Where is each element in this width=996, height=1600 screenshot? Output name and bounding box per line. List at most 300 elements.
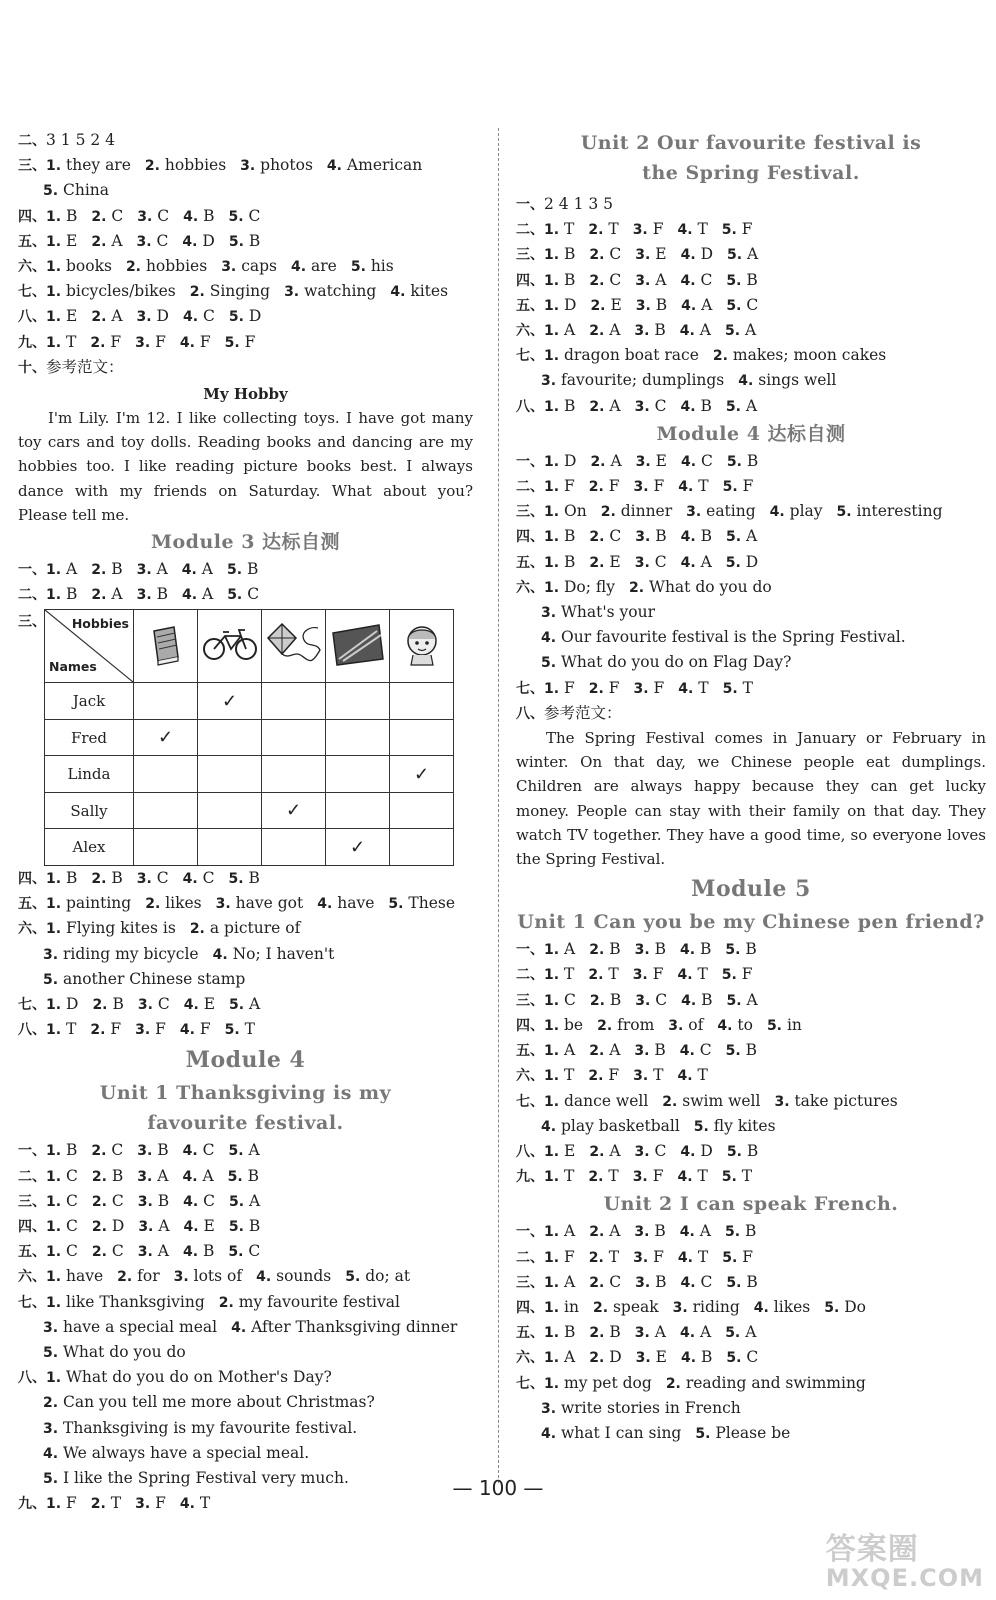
checkmark-icon: ✓ (221, 690, 238, 712)
question-number: 六、 (516, 1068, 544, 1085)
answer-item: F (652, 965, 664, 984)
question-number: 五、 (516, 1043, 544, 1060)
answer-item: in (564, 1297, 579, 1316)
answer-item: T (697, 220, 708, 239)
answer-line: 七、1. my pet dog 2. reading and swimming (516, 1373, 866, 1392)
answer-item: C (699, 1041, 712, 1060)
answer-line: 一、1. A 2. B 3. B 4. B 5. B (516, 940, 757, 959)
answer-item: A (745, 321, 757, 340)
answer-line: 八、1. B 2. A 3. C 4. B 5. A (516, 396, 758, 415)
answer-item: lots of (193, 1267, 243, 1286)
answer-item: C (746, 1348, 759, 1367)
answer-line: 五、1. painting 2. likes 3. have got 4. have 5. These (18, 894, 455, 913)
answer-item: A (655, 270, 667, 289)
table-row (45, 792, 454, 829)
answer-line: 五、1. D 2. E 3. B 4. A 5. C (516, 295, 759, 314)
answer-item: A (700, 552, 712, 571)
question-number: 四、 (18, 870, 46, 887)
answer-item: T (697, 1066, 708, 1085)
question-number: 一、 (516, 197, 544, 213)
answer-item: C (248, 206, 261, 225)
question-number: 七、 (18, 1294, 46, 1311)
answer-item: B (746, 1141, 759, 1160)
answer-item: F (155, 1020, 166, 1039)
answer-item: A (699, 1222, 711, 1241)
answer-item: A (564, 1041, 576, 1060)
answer-line: 5. What do you do (43, 1343, 186, 1361)
answer-item: E (564, 1141, 576, 1160)
answer-item: C (111, 1191, 124, 1210)
empty-cell (198, 719, 262, 756)
answer-item: T (564, 1167, 575, 1186)
answer-item: A (745, 396, 758, 415)
answer-line: 二、1. B 2. A 3. B 4. A 5. C (18, 585, 260, 604)
answer-item: C (111, 1242, 124, 1261)
answer-line: 六、1. T 2. F 3. T 4. T (516, 1066, 708, 1085)
answer-item: C (609, 270, 622, 289)
question-number: 五、 (516, 297, 544, 314)
essay-paragraph: The Spring Festival comes in January or February in winter. On that day, we Chinese people eat dumplings. Children are always happy because they can get lucky money. People can stay with their family on that day. They watch TV together. They have a good time, so everyone loves the Spring Festival. (516, 729, 986, 869)
answer-line: 三、1. A 2. C 3. B 4. C 5. B (516, 1272, 758, 1291)
answer-item: swim well (682, 1091, 761, 1110)
answer-line: 一、1. A 2. A 3. B 4. A 5. B (516, 1222, 757, 1241)
answer-line: 四、1. be 2. from 3. of 4. to 5. in (516, 1015, 802, 1034)
answer-line (516, 701, 986, 726)
table-row (45, 829, 454, 866)
answer-line: 八、1. What do you do on Mother's Day? (18, 1368, 332, 1387)
answer-item: B (564, 552, 576, 571)
answer-line: 三、1. C 2. C 3. B 4. C 5. A (18, 1191, 261, 1210)
answer-item: E (655, 1348, 667, 1367)
answer-item: B (202, 1242, 215, 1261)
answer-item: C (248, 1242, 261, 1261)
answer-line: 2. Can you tell me more about Christmas? (43, 1393, 375, 1412)
answer-line: 二、1. F 2. T 3. F 4. T 5. F (516, 1247, 753, 1266)
answer-item: take pictures (794, 1091, 898, 1110)
answer-item: T (741, 1167, 753, 1186)
answer-item: B (654, 940, 666, 959)
answer-item: B (654, 1041, 666, 1060)
answer-item: F (564, 1247, 575, 1266)
answer-item: T (698, 477, 709, 496)
answer-line: 七、1. dragon boat race 2. makes; moon cakes (516, 346, 887, 365)
answer-item: After Thanksgiving dinner (251, 1317, 458, 1336)
answer-item: B (157, 1141, 169, 1160)
watermark-logo (826, 1524, 984, 1592)
answer-item: Please be (715, 1423, 791, 1442)
answer-item: A (701, 295, 713, 314)
question-number: 三、 (516, 504, 544, 521)
question-number: 八、 (516, 398, 544, 415)
answer-item: F (653, 678, 665, 697)
answer-line: 四、1. B 2. C 3. B 4. B 5. A (516, 527, 758, 546)
book-icon (134, 610, 198, 683)
table-row (45, 756, 454, 793)
answer-item: C (156, 868, 169, 887)
names-header: Names (49, 659, 97, 675)
answer-item: riding (692, 1297, 740, 1316)
answer-item: A (564, 1348, 576, 1367)
answer-item: C (66, 1242, 78, 1261)
answer-item: E (203, 994, 216, 1013)
question-number: 二、 (18, 133, 46, 149)
answer-item: for (137, 1267, 160, 1286)
answer-item: F (653, 477, 665, 496)
answer-item: B (609, 1323, 621, 1342)
answer-item: B (700, 1348, 713, 1367)
answer-item: a picture of (209, 919, 301, 938)
answer-item: E (203, 1216, 215, 1235)
answer-item: A (248, 1141, 260, 1160)
empty-cell (390, 792, 454, 829)
question-number: 四、 (18, 1218, 46, 1235)
answer-item: What's your (561, 603, 656, 622)
answer-item: C (654, 552, 667, 571)
answer-item: C (609, 245, 622, 264)
answer-item: books (66, 257, 112, 276)
question-number: 二、 (516, 479, 544, 496)
answer-item: F (110, 332, 122, 351)
answer-item: B (654, 321, 666, 340)
answer-item: B (156, 585, 168, 604)
answer-item: A (249, 994, 261, 1013)
answer-item: T (697, 965, 708, 984)
question-number: 七、 (516, 348, 544, 365)
answer-item: A (609, 1222, 621, 1241)
answer-item: F (199, 332, 211, 351)
answer-item: A (111, 231, 123, 250)
empty-cell (134, 756, 198, 793)
answer-line: 4. what I can sing 5. Please be (541, 1423, 791, 1442)
answer-line: 二、1. C 2. B 3. A 4. A 5. B (18, 1166, 260, 1185)
answer-item: A (699, 321, 711, 340)
answer-item: C (66, 1166, 78, 1185)
section-heading: Module 3 达标自测 (150, 531, 341, 554)
answer-item: B (655, 527, 667, 546)
unit-heading-cont: favourite festival. (147, 1112, 344, 1135)
answer-item: A (249, 1191, 261, 1210)
section-heading: Module 4 达标自测 (656, 422, 846, 445)
answer-item: my favourite festival (238, 1292, 400, 1311)
essay-title: My Hobby (203, 385, 288, 404)
answer-line: 二、1. T 2. T 3. F 4. T 5. F (516, 965, 753, 984)
question-number: 三、 (516, 1274, 544, 1291)
answer-item: What do you do (63, 1343, 186, 1361)
empty-cell (326, 792, 390, 829)
essay-paragraph: I'm Lily. I'm 12. I like collecting toys. I have got many toy cars and toy dolls. Reading books and dancing are my hobbies too. I like reading picture books best. I always dance with my friends on Saturday. What about you? Please tell me. (18, 409, 473, 524)
answer-item: B (746, 270, 758, 289)
question-number: 三、 (18, 614, 46, 631)
checkmark-icon: ✓ (285, 800, 302, 822)
checkmark-icon: ✓ (413, 763, 430, 785)
answer-line: 5. another Chinese stamp (43, 969, 246, 988)
answer-item: C (66, 1216, 78, 1235)
answer-item: of (688, 1015, 704, 1034)
answer-item: B (654, 1222, 666, 1241)
answer-item: another Chinese stamp (63, 969, 246, 988)
answer-item: dinner (620, 502, 673, 521)
answer-item: C (156, 231, 169, 250)
answer-item: D (202, 231, 215, 250)
answer-line: 一、1. B 2. C 3. B 4. C 5. A (18, 1141, 260, 1160)
answer-item: B (248, 231, 261, 250)
answer-item: B (700, 527, 713, 546)
question-number: 一、 (516, 942, 544, 959)
answer-line: 六、1. A 2. A 3. B 4. A 5. A (516, 321, 757, 340)
answer-item: F (741, 220, 753, 239)
answer-item: D (745, 552, 759, 571)
answer-line: 六、1. have 2. for 3. lots of 4. sounds 5. do; at (18, 1267, 411, 1286)
answer-line: 六、1. books 2. hobbies 3. caps 4. are 5. his (18, 257, 394, 276)
question-number: 五、 (18, 896, 46, 913)
answer-item: A (654, 1323, 666, 1342)
answer-item: Thanksgiving is my favourite festival. (63, 1418, 358, 1437)
check-cell (134, 719, 198, 756)
answer-item: B (655, 295, 668, 314)
question-number: 六、 (516, 323, 544, 340)
answer-item: A (66, 560, 78, 579)
question-number: 十、 (18, 359, 46, 376)
hobby-table (44, 609, 454, 866)
answer-item: C (203, 1191, 216, 1210)
answer-item: F (653, 1247, 664, 1266)
question-number: 五、 (18, 1244, 46, 1261)
answer-item: Do (844, 1297, 866, 1316)
question-number: 七、 (18, 996, 46, 1013)
answer-item: D (248, 307, 262, 326)
answer-item: C (746, 295, 759, 314)
answer-item: they are (66, 156, 131, 175)
answer-item: A (156, 560, 168, 579)
answer-item: A (111, 585, 123, 604)
answer-line: 3. favourite; dumplings 4. sings well (541, 371, 837, 390)
column-divider (498, 128, 499, 1483)
answer-item: F (608, 678, 620, 697)
name-cell: Sally (45, 792, 134, 829)
answer-item: A (746, 527, 758, 546)
answer-item: B (66, 1141, 78, 1160)
empty-cell (262, 683, 326, 720)
question-number: 二、 (516, 1249, 544, 1266)
answer-item: T (199, 1494, 211, 1513)
answer-item: E (66, 307, 78, 326)
answer-item: have (337, 894, 375, 913)
answer-item: C (157, 994, 170, 1013)
question-number: 四、 (516, 1017, 544, 1034)
answer-line: 一、1. D 2. A 3. E 4. C 5. B (516, 451, 759, 470)
answer-item: B (66, 206, 78, 225)
answer-item: kites (410, 282, 449, 301)
answer-item: American (346, 156, 423, 175)
answer-line: 3. write stories in French (541, 1398, 741, 1417)
right-column (516, 128, 986, 1446)
answer-item: T (653, 1066, 664, 1085)
answer-item: F (564, 477, 575, 496)
answer-item: T (608, 220, 619, 239)
answer-line: 4. play basketball 5. fly kites (541, 1116, 776, 1135)
question-number: 三、 (516, 247, 544, 264)
answer-line: 3. Thanksgiving is my favourite festival. (43, 1418, 358, 1437)
answer-item: F (244, 332, 256, 351)
question-number: 五、 (18, 233, 46, 250)
answer-item: What do you do on Flag Day? (561, 653, 792, 672)
question-number: 七、 (18, 284, 46, 301)
answer-line: 七、1. bicycles/bikes 2. Singing 3. watching 4. kites (18, 282, 449, 301)
answer-item: dragon boat race (564, 346, 699, 365)
answer-item: C (655, 990, 668, 1009)
answer-line (18, 128, 473, 153)
answer-item: T (244, 1020, 255, 1039)
answer-item: T (608, 1167, 619, 1186)
answer-line (516, 192, 986, 217)
answer-item: favourite; dumplings (561, 371, 725, 390)
answer-item: photos (260, 156, 313, 175)
answer-item: B (609, 940, 621, 959)
answer-item: No; I haven't (232, 944, 335, 963)
question-number: 一、 (18, 562, 46, 579)
answer-item: C (202, 1141, 215, 1160)
answer-item: A (699, 1323, 712, 1342)
name-cell: Linda (45, 756, 134, 793)
answer-item: B (745, 940, 757, 959)
answer-item: fly kites (713, 1116, 776, 1135)
answer-line: 五、1. B 2. B 3. A 4. A 5. A (516, 1323, 757, 1342)
question-number: 九、 (18, 334, 46, 351)
answer-item: A (201, 560, 213, 579)
answer-item: to (737, 1015, 753, 1034)
answer-item: A (564, 321, 576, 340)
answer-item: E (655, 451, 667, 470)
answer-item: What do you do (649, 577, 772, 596)
answer-item: B (609, 990, 622, 1009)
answer-item: T (742, 678, 753, 697)
answer-line: 四、1. B 2. C 3. C 4. B 5. C (18, 206, 261, 225)
answer-item: Our favourite festival is the Spring Festival. (561, 628, 906, 647)
answer-item: A (202, 1166, 214, 1185)
answer-line: 九、1. T 2. T 3. F 4. T 5. T (516, 1167, 753, 1186)
answer-item: A (111, 307, 123, 326)
question-number: 七、 (516, 680, 544, 697)
question-number: 四、 (18, 208, 46, 225)
answer-item: C (654, 1141, 667, 1160)
question-number: 五、 (516, 1325, 544, 1342)
module-heading: Module 4 (185, 1047, 306, 1074)
answer-line: 八、1. T 2. F 3. F 4. F 5. T (18, 1020, 255, 1039)
answer-item: in (786, 1015, 802, 1034)
empty-cell (390, 683, 454, 720)
answer-item: T (697, 1247, 709, 1266)
answer-line: 八、1. E 2. A 3. D 4. C 5. D (18, 307, 262, 326)
answer-item: T (564, 220, 575, 239)
answer-item: C (111, 1141, 124, 1160)
answer-item: are (311, 257, 337, 276)
answer-item: do; at (365, 1267, 411, 1286)
answer-item: A (747, 245, 759, 264)
answer-line: 六、1. Do; fly 2. What do you do (516, 577, 772, 596)
answer-item: T (608, 965, 619, 984)
table-row (45, 683, 454, 720)
answer-item: A (564, 1222, 576, 1241)
answer-item: play (789, 502, 823, 521)
question-number: 二、 (516, 967, 544, 984)
answer-item: A (745, 1323, 757, 1342)
answer-line (18, 609, 46, 634)
answer-item: dance well (564, 1091, 649, 1110)
answer-item: Flying kites is (66, 919, 176, 938)
bicycle-icon (198, 610, 262, 683)
answer-line: 四、1. B 2. C 3. A 4. C 5. B (516, 270, 758, 289)
answer-item: C (700, 451, 713, 470)
answer-item: T (564, 965, 575, 984)
answer-line: 5. China (43, 181, 110, 200)
answer-item: T (697, 1167, 708, 1186)
answer-item: Singing (209, 282, 271, 301)
answer-item: B (247, 1166, 260, 1185)
stamp-icon (326, 610, 390, 683)
answer-line: 七、1. D 2. B 3. C 4. E 5. A (18, 994, 261, 1013)
unit-heading: Unit 1 Thanksgiving is my (99, 1082, 392, 1105)
answer-item: C (609, 527, 622, 546)
answer-item: A (201, 585, 214, 604)
answer-item: eating (706, 502, 756, 521)
answer-item: C (202, 307, 215, 326)
answer-item: hobbies (164, 156, 227, 175)
answer-item: B (564, 1323, 576, 1342)
answer-item: C (654, 396, 667, 415)
doll-icon (390, 610, 454, 683)
answer-item: what I can sing (561, 1423, 682, 1442)
answer-item: F (110, 1020, 122, 1039)
answer-line: 六、1. A 2. D 3. E 4. B 5. C (516, 1348, 759, 1367)
question-number: 一、 (516, 1224, 544, 1241)
answer-item: B (746, 1272, 758, 1291)
answer-line: 3. What's your (541, 603, 656, 622)
answer-item: B (745, 1041, 758, 1060)
answer-line: 三、1. B 2. C 3. E 4. D 5. A (516, 245, 759, 264)
answer-item: T (66, 332, 77, 351)
answer-item: A (564, 940, 576, 959)
answer-item: B (655, 1272, 667, 1291)
answer-item: like Thanksgiving (66, 1292, 205, 1311)
question-number: 二、 (18, 1168, 46, 1185)
answer-line: 5. I like the Spring Festival very much. (43, 1469, 349, 1488)
answer-item: B (247, 560, 259, 579)
answer-item: C (700, 270, 713, 289)
unit-heading: Unit 2 I can speak French. (603, 1193, 899, 1216)
answer-item: B (66, 868, 78, 887)
answer-item: from (617, 1015, 655, 1034)
answer-item: E (610, 295, 622, 314)
answer-item: likes (773, 1297, 811, 1316)
answer-item: B (111, 560, 123, 579)
answer-item: A (157, 1242, 169, 1261)
answer-item: sounds (276, 1267, 332, 1286)
answer-item: D (156, 307, 169, 326)
question-number: 二、 (18, 587, 46, 604)
question-number: 九、 (516, 1169, 544, 1186)
question-number: 六、 (18, 1269, 46, 1286)
answer-item: A (564, 1272, 576, 1291)
answer-item: C (66, 1191, 78, 1210)
answer-text: 参考范文： (544, 703, 622, 722)
empty-cell (198, 792, 262, 829)
answer-item: E (655, 245, 667, 264)
answer-line: 九、1. F 2. T 3. F 4. T (18, 1494, 211, 1513)
question-number: 七、 (516, 1375, 544, 1392)
answer-item: B (111, 868, 123, 887)
answer-item: D (609, 1348, 622, 1367)
answer-item: F (742, 1247, 753, 1266)
